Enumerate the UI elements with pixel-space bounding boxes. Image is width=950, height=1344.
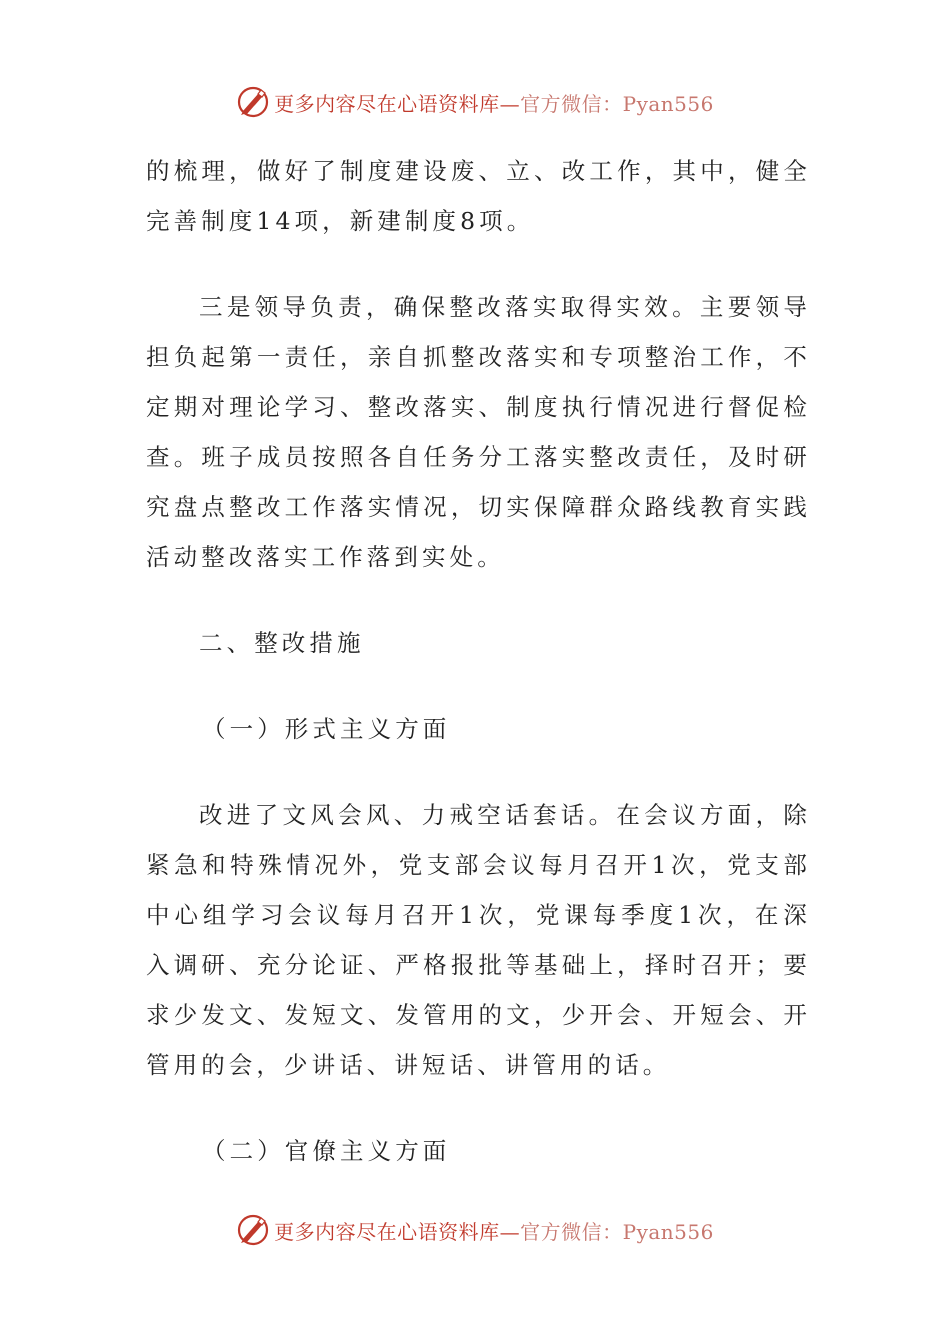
banner-text-main: 更多内容尽在心语资料库— [274,1219,521,1244]
banner-text-wechat: 官方微信：Pyan556 [520,91,714,116]
document-body [146,146,811,1176]
header-banner [0,82,950,122]
banner-text-main: 更多内容尽在心语资料库— [274,91,521,116]
banner-text [274,1216,714,1245]
banner-text [274,88,714,117]
banner-text-wechat: 官方微信：Pyan556 [520,1219,714,1244]
section-heading: 二、整改措施 [199,629,365,657]
paragraph-3: 改进了文风会风、力戒空话套话。在会议方面，除紧急和特殊情况外，党支部会议每月召开1次，党支部中心组学习会议每月召开1次，党课每季度1次，在深入调研、充分论证、严格报批等基础上，择时召开；要求少发文、发短文、发管用的文，少开会、开短会、开管用的会，少讲话、讲短话、讲管用的话。 [146,801,811,1079]
subsection-heading-2: （二）官僚主义方面 [202,1137,451,1165]
subsection-heading-1: （一）形式主义方面 [202,715,451,743]
paragraph-2: 三是领导负责，确保整改落实取得实效。主要领导担负起第一责任，亲自抓整改落实和专项整治工作，不定期对理论学习、整改落实、制度执行情况进行督促检查。班子成员按照各自任务分工落实整改责任，及时研究盘点整改工作落实情况，切实保障群众路线教育实践活动整改落实工作落到实处。 [146,293,811,571]
footer-banner [0,1210,950,1250]
pen-logo-icon [236,1213,270,1247]
paragraph-1: 的梳理，做好了制度建设废、立、改工作，其中，健全完善制度14项，新建制度8项。 [146,157,811,235]
pen-logo-icon [236,85,270,119]
